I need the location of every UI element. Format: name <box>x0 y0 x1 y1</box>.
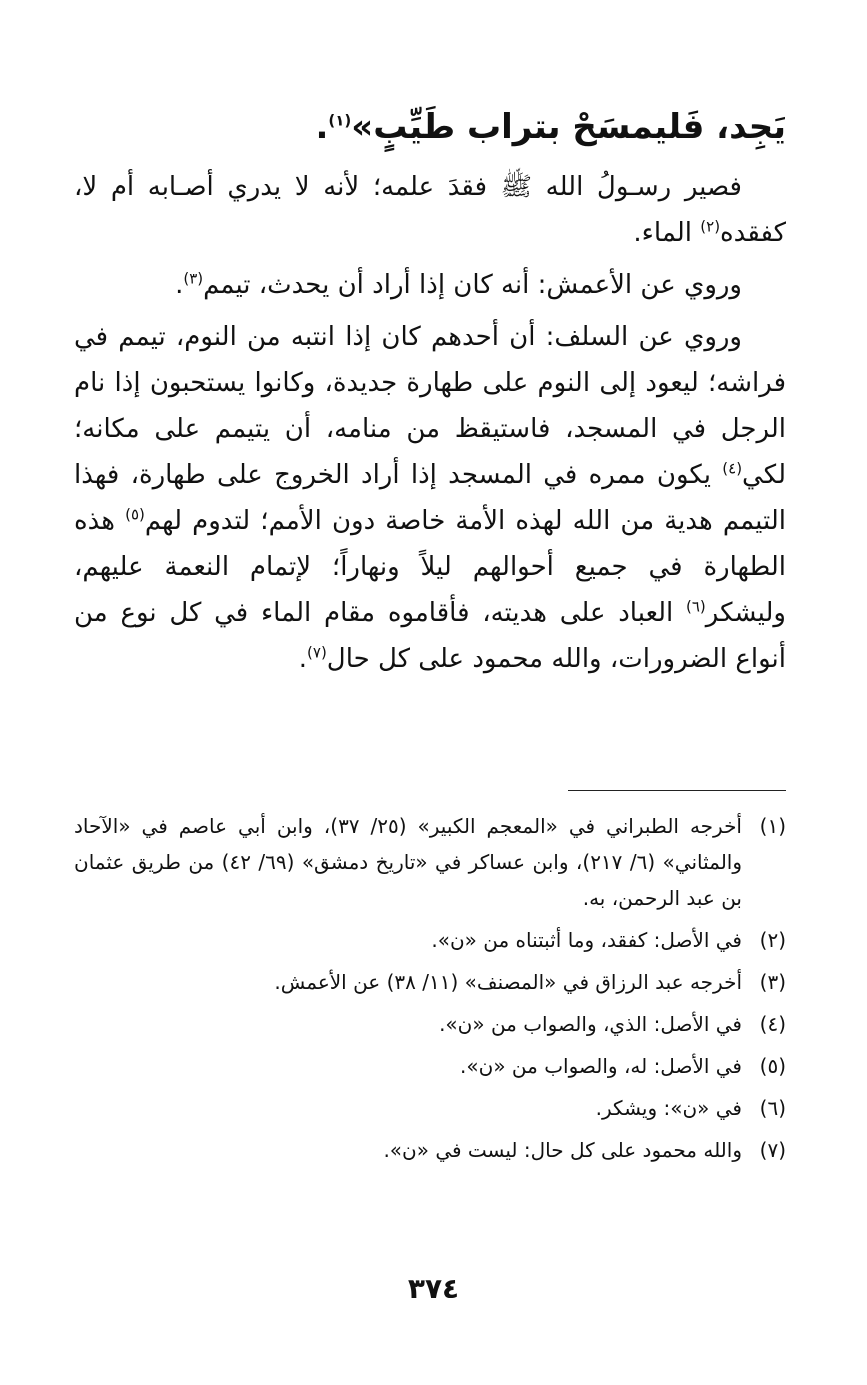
footnote-marker-1[interactable]: (١) <box>328 111 352 130</box>
paragraph-2: فصير رسـولُ الله ﷺ فقدَ علمه؛ لأنه لا يدري أصـابه أم لا، كفقده$^{(٢)}$ الماء. <box>74 172 786 248</box>
footnote-text: في الأصل: كفقد، وما أثبتناه من «ن». <box>431 928 742 952</box>
footnote-5 <box>74 1048 786 1084</box>
footnote-text: في «ن»: ويشكر. <box>595 1096 742 1120</box>
footnote-text: في الأصل: الذي، والصواب من «ن». <box>439 1012 742 1036</box>
footnote-4 <box>74 1006 786 1042</box>
footnote-number: (٧) <box>759 1138 786 1162</box>
footnote-text: في الأصل: له، والصواب من «ن». <box>460 1054 742 1078</box>
footnote-2 <box>74 922 786 958</box>
footnote-marker-5[interactable]: (٥) <box>125 505 145 524</box>
footnote-number: (٥) <box>759 1054 786 1078</box>
footnote-number: (٤) <box>759 1012 786 1036</box>
main-text <box>74 96 786 688</box>
footnote-marker-4[interactable]: (٤) <box>722 459 743 478</box>
paragraph-1: يَجِد، فَليمسَحْ بتراب طَيِّبٍ»$^{(١)}$. <box>315 107 786 147</box>
footnote-number: (٢) <box>759 928 786 952</box>
paragraph-4: وروي عن السلف: أن أحدهم كان إذا انتبه من النوم، تيمم في فراشه؛ ليعود إلى النوم على طهارة جديدة، وكانوا يستحبون إذا نام الرجل في المسجد، فاستيقظ من منامه، أن يتيمم على مكانه؛ لكي$^{(٤)}$ يكون ممره في المسجد إذا أراد الخروج على طهارة، فهذا التيمم هدية من الله لهذه الأمة خاصة دون الأمم؛ لتدوم لهم$^{(٥)}$ هذه الطهارة في جميع أحوالهم ليلاً ونهاراً؛ لإتمام النعمة عليهم، وليشكر$^{(٦)}$ العباد على هديته، فأقاموه مقام الماء في كل نوع من أنواع الضرورات، والله محمود على كل حال$^{(٧)}$. <box>74 322 787 674</box>
footnote-marker-2[interactable]: (٢) <box>700 217 721 236</box>
footnote-number: (٦) <box>759 1096 786 1120</box>
footnote-marker-7[interactable]: (٧) <box>307 643 327 662</box>
paragraph-3: وروي عن الأعمش: أنه كان إذا أراد أن يحدث، تيمم$^{(٣)}$. <box>175 269 742 300</box>
footnote-marker-3[interactable]: (٣) <box>183 269 204 288</box>
footnote-number: (١) <box>759 814 786 838</box>
footnote-text: والله محمود على كل حال: ليست في «ن». <box>383 1138 742 1162</box>
footnote-number: (٣) <box>759 970 786 994</box>
footnote-text: أخرجه الطبراني في «المعجم الكبير» (٢٥/ ٣٧)، وابن أبي عاصم في «الآحاد والمثاني» (٦/ ٢١٧)، وابن عساكر في «تاريخ دمشق» (٦٩/ ٤٢) من طريق عثمان بن عبد الرحمن، به. <box>74 814 743 910</box>
page-number: ٣٧٤ <box>407 1272 460 1305</box>
footnote-7 <box>74 1132 786 1168</box>
footnote-text: أخرجه عبد الرزاق في «المصنف» (١١/ ٣٨) عن الأعمش. <box>274 970 742 994</box>
footnote-marker-6[interactable]: (٦) <box>685 597 706 616</box>
footnotes <box>74 808 786 1174</box>
footnote-3 <box>74 964 786 1000</box>
footnote-separator <box>568 790 786 791</box>
footnote-1 <box>74 808 786 916</box>
footnote-6 <box>74 1090 786 1126</box>
